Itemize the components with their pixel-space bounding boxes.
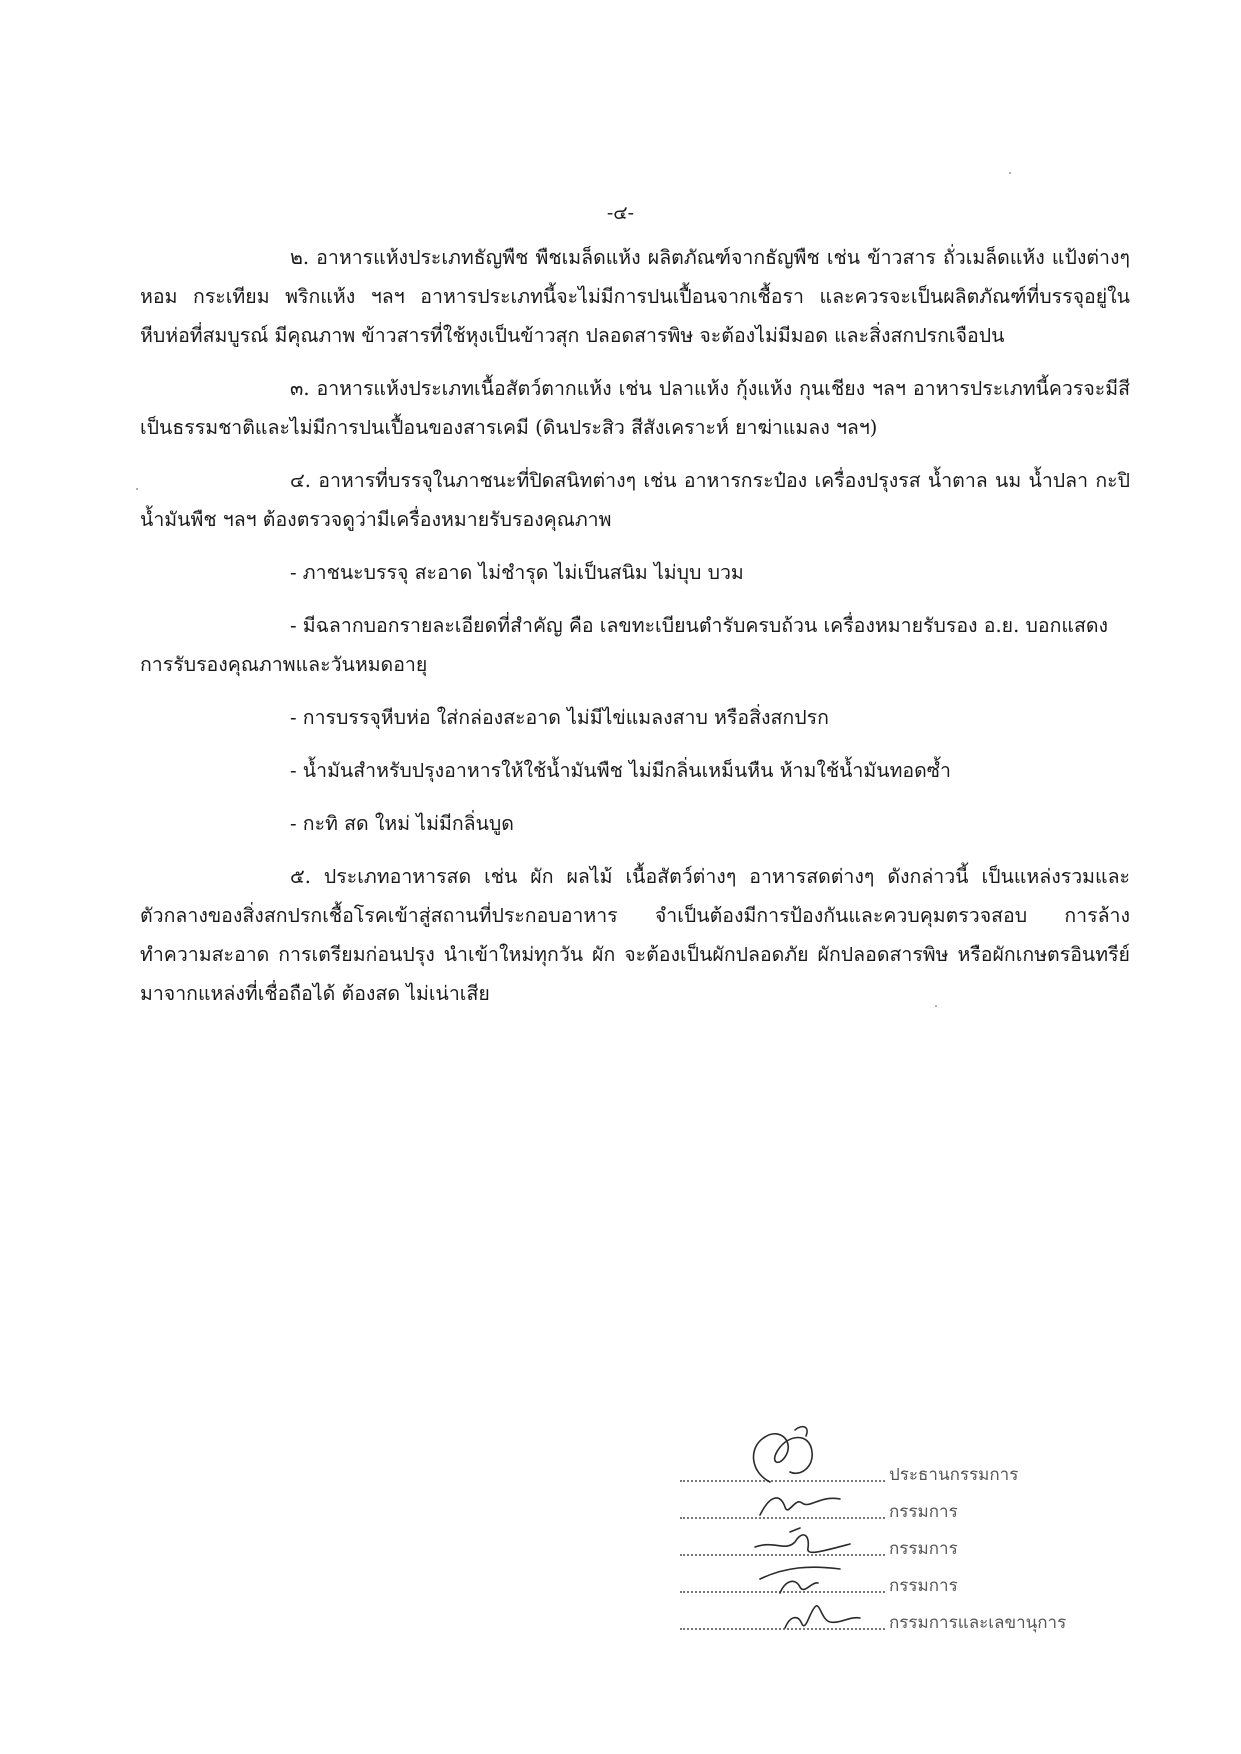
signature-block	[680, 1428, 1100, 1638]
signature-scribble	[740, 1522, 870, 1562]
signature-scribble	[740, 1422, 860, 1492]
signature-title: กรรมการ	[889, 1576, 958, 1596]
scan-speck	[136, 488, 138, 490]
signature-line	[680, 1601, 1100, 1638]
bullet-item: - ภาชนะบรรจุ สะอาด ไม่ชำรุด ไม่เป็นสนิม ไม่บุบ บวม	[290, 561, 744, 584]
signature-title: กรรมการและเลขานุการ	[889, 1613, 1067, 1633]
signature-line	[680, 1428, 1100, 1490]
signature-title: กรรมการ	[889, 1539, 958, 1559]
paragraph-dried-meat: ๓. อาหารแห้งประเภทเนื้อสัตว์ตากแห้ง เช่น ปลาแห้ง กุ้งแห้ง กุนเชียง ฯลฯ อาหารประเภทนี้ควรจะมีสีเป็นธรรมชาติและไม่มีการปนเปื้อนของสารเคมี (ดินประสิว สีสังเคราะห์ ยาฆ่าแมลง ฯลฯ)	[140, 377, 1130, 439]
paragraph-dry-grains: ๒. อาหารแห้งประเภทธัญพืช พืชเมล็ดแห้ง ผลิตภัณฑ์จากธัญพืช เช่น ข้าวสาร ถั่วเมล็ดแห้ง แป้งต่างๆ หอม กระเทียม พริกแห้ง ฯลฯ อาหารประเภทนี้จะไม่มีการปนเปื้อนจากเชื้อรา และควรจะเป็นผลิตภัณฑ์ที่บรรจุอยู่ในหีบห่อที่สมบูรณ์ มีคุณภาพ ข้าวสารที่ใช้หุงเป็นข้าวสุก ปลอดสารพิษ จะต้องไม่มีมอด และสิ่งสกปรกเจือปน	[140, 246, 1130, 347]
signature-scribble	[740, 1596, 880, 1636]
bullet-item: - น้ำมันสำหรับปรุงอาหารให้ใช้น้ำมันพืช ไม่มีกลิ่นเหม็นหืน ห้ามใช้น้ำมันทอดซ้ำ	[290, 759, 951, 782]
bullet-item: - มีฉลากบอกรายละเอียดที่สำคัญ คือ เลขทะเบียนตำรับครบถ้วน เครื่องหมายรับรอง อ.ย. บอกแสดงการรับรองคุณภาพและวันหมดอายุ	[140, 614, 1109, 676]
signature-scribble	[740, 1485, 860, 1525]
scan-speck	[935, 1005, 937, 1007]
signature-scribble	[740, 1559, 880, 1599]
page-number: -๔-	[606, 202, 635, 224]
bullet-item: - กะทิ สด ใหม่ ไม่มีกลิ่นบูด	[290, 812, 514, 835]
paragraph-sealed-containers: ๔. อาหารที่บรรจุในภาชนะที่ปิดสนิทต่างๆ เช่น อาหารกระป๋อง เครื่องปรุงรส น้ำตาล นม น้ำปลา กะปิ น้ำมันพืช ฯลฯ ต้องตรวจดูว่ามีเครื่องหมายรับรองคุณภาพ	[140, 469, 1130, 531]
bullet-item: - การบรรจุหีบห่อ ใส่กล่องสะอาด ไม่มีไข่แมลงสาบ หรือสิ่งสกปรก	[290, 706, 829, 729]
scan-speck	[1009, 172, 1011, 174]
paragraph-fresh-food: ๕. ประเภทอาหารสด เช่น ผัก ผลไม้ เนื้อสัตว์ต่างๆ อาหารสดต่างๆ ดังกล่าวนี้ เป็นแหล่งรวมและตัวกลางของสิ่งสกปรกเชื้อโรคเข้าสู่สถานที่ประกอบอาหาร จำเป็นต้องมีการป้องกันและควบคุมตรวจสอบ การล้างทำความสะอาด การเตรียมก่อนปรุง นำเข้าใหม่ทุกวัน ผัก จะต้องเป็นผักปลอดภัย ผักปลอดสารพิษ หรือผักเกษตรอินทรีย์ มาจากแหล่งที่เชื่อถือได้ ต้องสด ไม่เน่าเสีย	[140, 865, 1130, 1005]
signature-title: ประธานกรรมการ	[889, 1465, 1019, 1485]
document-body	[140, 238, 1130, 1027]
signature-title: กรรมการ	[889, 1502, 958, 1522]
